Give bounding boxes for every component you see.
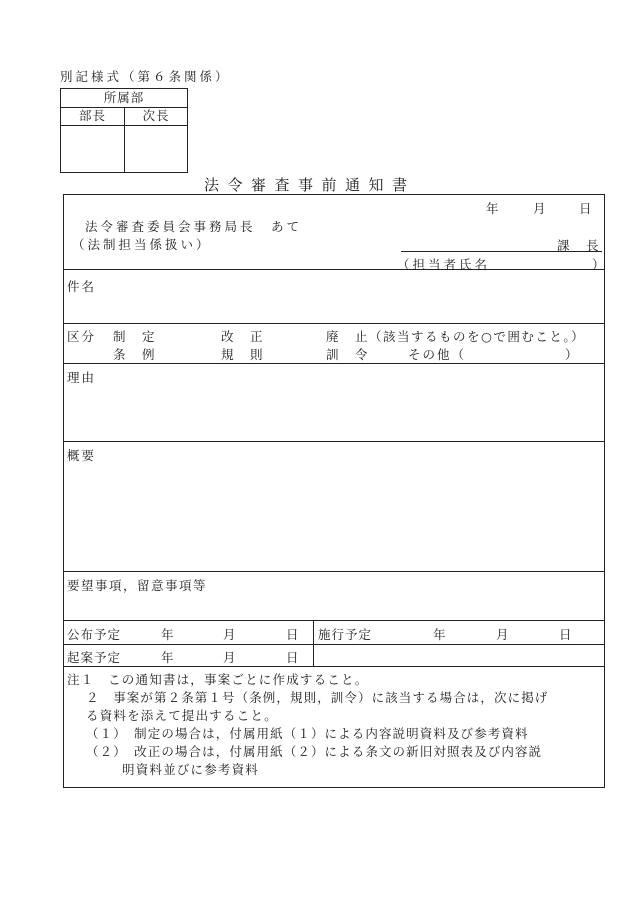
recipient: 法令審査委員会事務局長 あて	[85, 219, 303, 234]
form-reference: 別記様式（第６条関係）	[60, 69, 231, 84]
category-note: （該当するものを○で囲むこと。）	[369, 329, 586, 344]
enforce-month: 月	[496, 627, 509, 642]
category-enactment: 制 定	[113, 329, 157, 344]
category-ordinance: 条 例	[113, 347, 157, 362]
publish-label: 公布予定	[67, 627, 122, 642]
approval-header: 所属部	[61, 89, 187, 108]
draft-label: 起案予定	[67, 650, 122, 665]
draft-year: 年	[161, 650, 174, 665]
section-chief: 課 長	[557, 238, 601, 253]
approval-divider	[124, 125, 125, 172]
publish-month: 月	[223, 627, 236, 642]
category-amendment: 改 正	[221, 329, 265, 344]
category-repeal: 廃 止	[326, 329, 370, 344]
rule-publish	[64, 644, 604, 645]
rule-header	[64, 269, 604, 270]
note-2-item-2: （２） 改正の場合は，付属用紙（２）による条文の新旧対照表及び内容説	[86, 744, 543, 759]
request-label: 要望事項，留意事項等	[67, 578, 208, 593]
category-regulation: 規 則	[221, 347, 265, 362]
category-directive: 訓 令	[326, 347, 370, 362]
enforce-label: 施行予定	[318, 627, 373, 642]
enforce-year: 年	[433, 627, 446, 642]
date-month: 月	[533, 201, 546, 216]
category-other-open: その他（	[408, 347, 467, 362]
draft-day: 日	[286, 650, 299, 665]
rule-category	[64, 363, 604, 364]
rule-schedule-divider	[313, 620, 314, 666]
date-year: 年	[486, 201, 499, 216]
publish-year: 年	[161, 627, 174, 642]
date-day: 日	[579, 201, 592, 216]
rule-reason	[64, 441, 604, 442]
note-2-cont: る資料を添えて提出すること。	[86, 708, 278, 723]
note-2: ２ 事案が第２条第１号（条例，規則，訓令）に該当する場合は，次に掲げ	[86, 690, 549, 705]
note-2-item-1: （１） 制定の場合は，付属用紙（１）による内容説明資料及び参考資料	[86, 726, 529, 741]
rule-draft	[64, 666, 604, 667]
rule-summary	[64, 571, 604, 572]
rule-request	[64, 620, 604, 621]
contact-name-open: （担当者氏名	[397, 257, 491, 272]
enforce-day: 日	[559, 627, 572, 642]
category-label: 区分	[67, 329, 97, 344]
publish-day: 日	[286, 627, 299, 642]
category-other-close: ）	[565, 347, 578, 362]
note-2-item-2-cont: 明資料並びに参考資料	[122, 762, 260, 777]
approval-col-director: 部長	[61, 107, 125, 126]
document-title: 法令審査事前通知書	[204, 176, 416, 194]
summary-label: 概要	[67, 448, 97, 463]
reason-label: 理由	[67, 370, 97, 385]
draft-month: 月	[223, 650, 236, 665]
approval-box	[60, 88, 188, 173]
contact-name-close: ）	[592, 257, 605, 272]
recipient-note: （法制担当係扱い）	[72, 237, 212, 252]
subject-label: 件名	[67, 279, 97, 294]
note-1: 注１ この通知書は，事案ごとに作成すること。	[67, 672, 369, 687]
form-frame	[63, 194, 605, 788]
rule-subject	[64, 323, 604, 324]
approval-col-deputy: 次長	[125, 107, 187, 126]
